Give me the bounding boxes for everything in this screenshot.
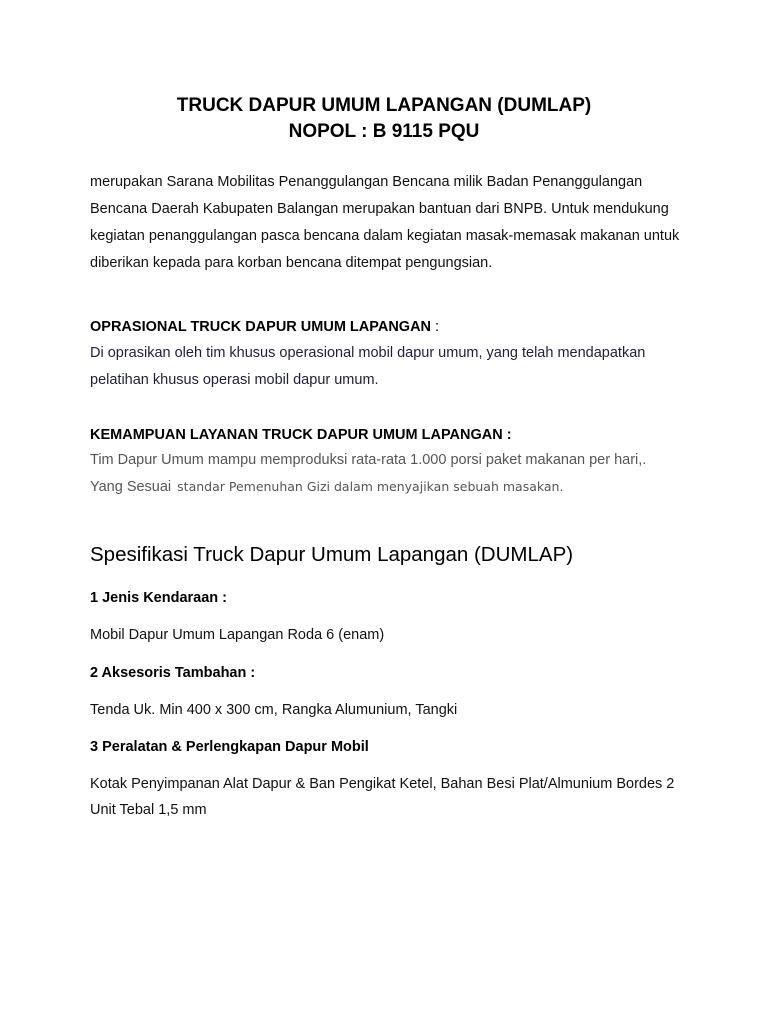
document-title: TRUCK DAPUR UMUM LAPANGAN (DUMLAP) — [176, 95, 592, 116]
capability-line-2 — [90, 478, 710, 496]
operational-paragraph: Di oprasikan oleh tim khusus operasional mobil dapur umum, yang telah mendapatkan pelatihan khusus operasi mobil dapur umum. — [90, 345, 646, 388]
spec-item-heading: 1 Jenis Kendaraan : — [90, 590, 227, 606]
spec-item-heading: 2 Aksesoris Tambahan : — [90, 665, 256, 681]
spec-item-value: Kotak Penyimpanan Alat Dapur & Ban Pengikat Ketel, Bahan Besi Plat/Almunium Bordes 2 Unit Tebal 1,5 mm — [90, 776, 675, 818]
capability-heading: KEMAMPUAN LAYANAN TRUCK DAPUR UMUM LAPANGAN : — [90, 427, 512, 443]
spec-item-heading: 3 Peralatan & Perlengkapan Dapur Mobil — [90, 739, 369, 755]
spec-item-value: Tenda Uk. Min 400 x 300 cm, Rangka Alumunium, Tangki — [90, 702, 458, 718]
capability-line-2-lead: Yang Sesuai — [90, 479, 172, 495]
capability-line-1: Tim Dapur Umum mampu memproduksi rata-rata 1.000 porsi paket makanan per hari,. — [90, 452, 647, 468]
operational-heading-text: OPRASIONAL TRUCK DAPUR UMUM LAPANGAN — [90, 319, 432, 335]
specification-title: Spesifikasi Truck Dapur Umum Lapangan (DUMLAP) — [90, 543, 574, 566]
operational-heading-colon: : — [431, 319, 440, 335]
intro-paragraph: merupakan Sarana Mobilitas Penanggulangan Bencana milik Badan Penanggulangan Bencana Daerah Kabupaten Balangan merupakan bantuan dari BNPB. Untuk mendukung kegiatan penanggulangan pasca bencana dalam kegiatan masak-memasak makanan untuk diberikan kepada para korban bencana ditempat pengungsian. — [90, 174, 680, 271]
capability-line-2-rest: standar Pemenuhan Gizi dalam menyajikan sebuah masakan. — [177, 479, 564, 494]
vehicle-plate-number: NOPOL : B 9115 PQU — [288, 121, 480, 142]
operational-heading — [90, 319, 690, 335]
spec-item-value: Mobil Dapur Umum Lapangan Roda 6 (enam) — [90, 627, 385, 643]
